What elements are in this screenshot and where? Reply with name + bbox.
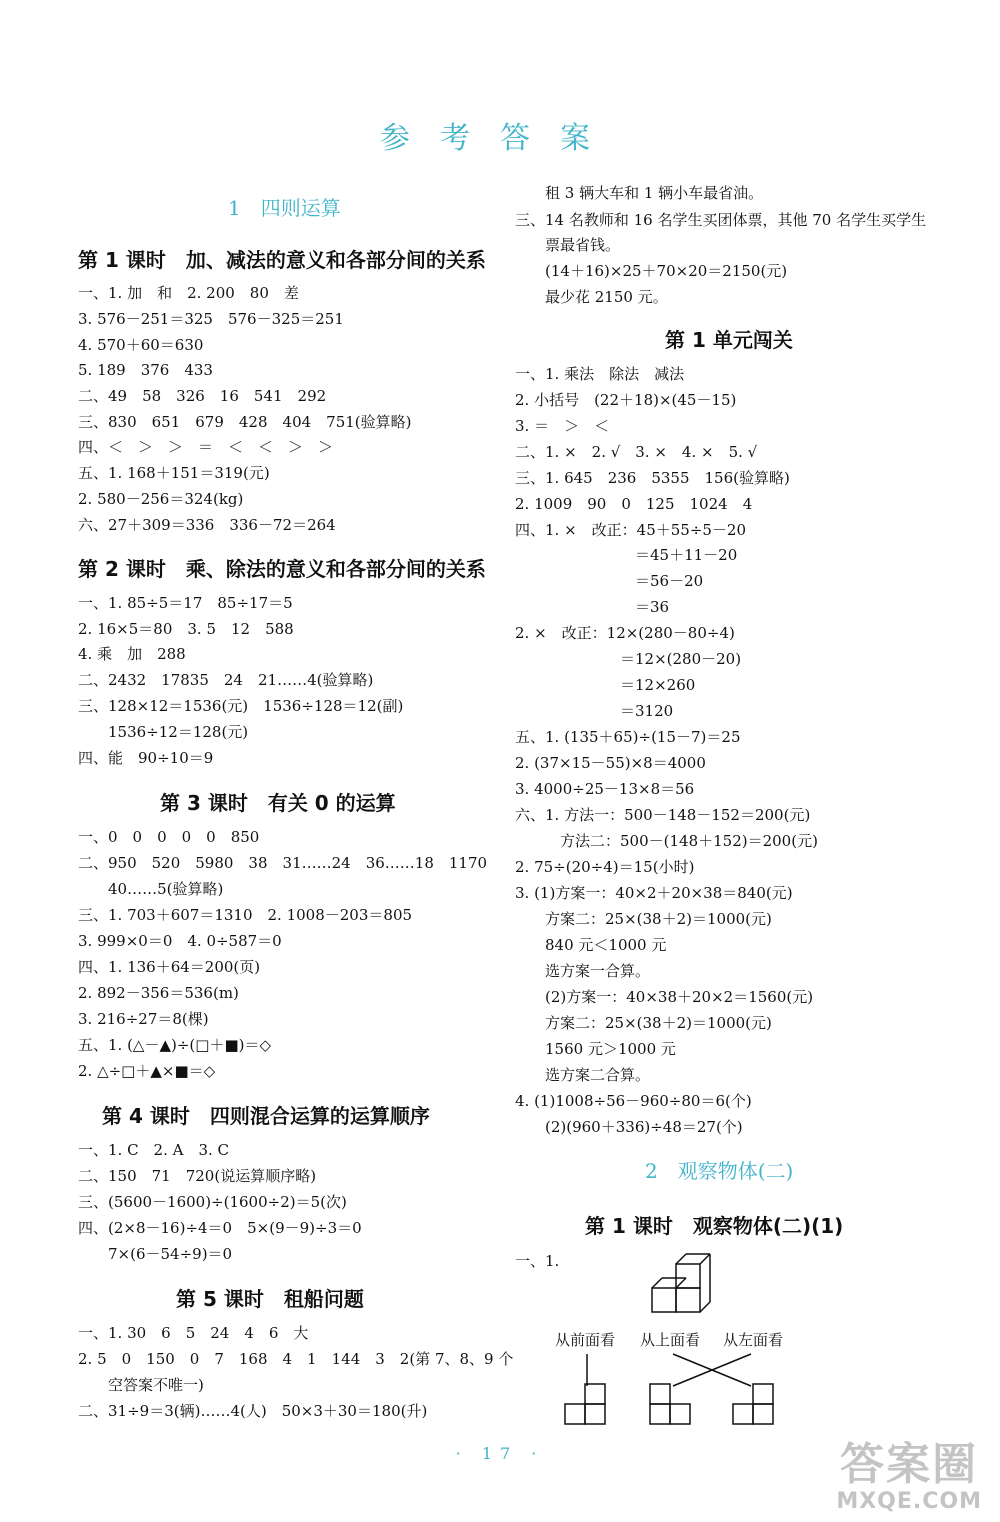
watermark [836,1441,982,1514]
answer-line: 租 3 辆大车和 1 辆小车最省油。 [515,184,764,202]
answer-line: 三、14 名教师和 16 名学生买团体票，其他 70 名学生买学生 [515,211,927,229]
answer-line: 840 元＜1000 元 [515,936,667,954]
answer-line: 2. (37×15－55)×8＝4000 [515,754,706,772]
answer-line: 4. 乘 加 288 [78,645,186,663]
answer-line: 方案二：25×(38＋2)＝1000(元) [515,1014,772,1032]
answer-line: 六、1. 方法一：500－148－152＝200(元) [515,806,811,824]
answer-line: 三、830 651 679 428 404 751(验算略) [78,413,412,431]
cube-stack-drawing [652,1254,710,1312]
answer-line: 一、1. C 2. A 3. C [78,1141,230,1159]
answer-line: 四、(2×8－16)÷4＝0 5×(9－9)÷3＝0 [78,1219,362,1237]
answer-line: 2. × 改正：12×(280－80÷4) [515,624,735,642]
answer-line: 票最省钱。 [515,236,621,254]
answer-line: 2. 5 0 150 0 7 168 4 1 144 3 2(第 7、8、9 个 [78,1350,514,1368]
answer-line: ＝12×260 [515,676,696,694]
answer-line: 一、1. 85÷5＝17 85÷17＝5 [78,594,293,612]
answer-line: 3. ＝ ＞ ＜ [515,417,610,435]
answer-line: 选方案二合算。 [515,1066,651,1084]
answer-line: 4. (1)1008÷56－960÷80＝6(个) [515,1092,752,1110]
answer-line: 空答案不唯一) [78,1376,204,1394]
answer-line: 二、950 520 5980 38 31……24 36……18 1170 [78,854,488,872]
answer-line: 方案二：25×(38＋2)＝1000(元) [515,910,772,928]
answer-line: 四、1. × 改正：45＋55÷5－20 [515,521,747,539]
answer-line: 二、31÷9＝3(辆)……4(人) 50×3＋30＝180(升) [78,1402,428,1420]
answer-line: (2)(960＋336)÷48＝27(个) [515,1118,743,1136]
lesson-3-title: 第 3 课时 有关 0 的运算 [160,791,396,815]
answer-line: 3. (1)方案一：40×2＋20×38＝840(元) [515,884,793,902]
answer-line: ＝12×(280－20) [515,650,742,668]
answer-line: 一、0 0 0 0 0 850 [78,828,260,846]
answer-line: 2. 75÷(20÷4)＝15(小时) [515,858,695,876]
view-shape-top [650,1384,690,1424]
answer-line: 一、1. 乘法 除法 减法 [515,365,685,383]
answer-line: 五、1. 168＋151＝319(元) [78,464,270,482]
answer-line: 三、128×12＝1536(元) 1536÷128＝12(副) [78,697,404,715]
answer-line: ＝36 [515,598,670,616]
answer-line: 一、1. 加 和 2. 200 80 差 [78,284,299,302]
answer-line: 二、2432 17835 24 21……4(验算略) [78,671,374,689]
watermark-text: 答案圈 [840,1439,979,1490]
unit-2-lesson-1-title: 第 1 课时 观察物体(二)(1) [585,1214,844,1238]
answer-line: 3. 576－251＝325 576－325＝251 [78,310,344,328]
answer-line: 3. 999×0＝0 4. 0÷587＝0 [78,932,282,950]
answer-line: 2. 16×5＝80 3. 5 12 588 [78,620,294,638]
answer-line: 最少花 2150 元。 [515,288,668,306]
lesson-5-title: 第 5 课时 租船问题 [176,1287,364,1311]
answer-line: 二、49 58 326 16 541 292 [78,387,327,405]
answer-line: 2. 小括号 (22＋18)×(45－15) [515,391,737,409]
lesson-1-title: 第 1 课时 加、减法的意义和各部分间的关系 [78,248,486,272]
answer-line: 四、＜ ＞ ＞ ＝ ＜ ＜ ＞ ＞ [78,438,334,456]
view-shape-left [733,1384,773,1424]
answer-line: 六、27＋309＝336 336－72＝264 [78,516,336,534]
answer-line: (2)方案一：40×38＋20×2＝1560(元) [515,988,814,1006]
answer-line: 3. 4000÷25－13×8＝56 [515,780,695,798]
answer-line: 1536÷12＝128(元) [78,723,249,741]
view-label-front: 从前面看 [555,1331,616,1349]
answer-line: 三、1. 645 236 5355 156(验算略) [515,469,790,487]
answer-line: ＝45＋11－20 [515,546,738,564]
answer-line: 三、(5600－1600)÷(1600÷2)＝5(次) [78,1193,347,1211]
view-shape-front [565,1384,605,1424]
question-label: 一、1. [515,1252,560,1270]
answer-line: (14＋16)×25＋70×20＝2150(元) [515,262,788,280]
answer-line: 选方案一合算。 [515,962,651,980]
answer-line: 四、1. 136＋64＝200(页) [78,958,261,976]
answer-line: 二、150 71 720(说运算顺序略) [78,1167,317,1185]
lesson-2-title: 第 2 课时 乘、除法的意义和各部分间的关系 [78,557,486,581]
answer-line: 3. 216÷27＝8(棵) [78,1010,209,1028]
answer-line: ＝56－20 [515,572,704,590]
matching-lines [587,1354,751,1386]
answer-line: 4. 570＋60＝630 [78,336,204,354]
answer-line: 五、1. (135＋65)÷(15－7)＝25 [515,728,741,746]
answer-line: 二、1. × 2. √ 3. × 4. × 5. √ [515,443,758,461]
answer-line: ＝3120 [515,702,674,720]
watermark-url: MXQE.COM [836,1489,982,1514]
page-title: 参考答案 [380,121,620,156]
view-label-top: 从上面看 [640,1331,701,1349]
unit-1-review-title: 第 1 单元闯关 [665,328,793,352]
unit-1-title: 1 四则运算 [228,196,341,220]
answer-line: 四、能 90÷10＝9 [78,749,214,767]
unit-2-title: 2 观察物体(二) [645,1159,794,1183]
answer-line: 2. 892－356＝536(m) [78,984,239,1002]
view-label-left: 从左面看 [723,1331,784,1349]
answer-line: 5. 189 376 433 [78,361,213,379]
answer-line: 五、1. (△－▲)÷(□＋■)＝◇ [78,1036,272,1054]
lesson-4-title: 第 4 课时 四则混合运算的运算顺序 [102,1104,430,1128]
page-number: · 17 · [455,1444,545,1463]
answer-line: 7×(6－54÷9)＝0 [78,1245,233,1263]
answer-line: 一、1. 30 6 5 24 4 6 大 [78,1324,309,1342]
answer-line: 方法二：500－(148＋152)＝200(元) [515,832,818,850]
answer-line: 2. 1009 90 0 125 1024 4 [515,495,753,513]
answer-line: 1560 元＞1000 元 [515,1040,676,1058]
answer-line: 三、1. 703＋607＝1310 2. 1008－203＝805 [78,906,413,924]
answer-line: 2. 580－256＝324(kg) [78,490,244,508]
answer-line: 40……5(验算略) [78,880,224,898]
answer-line: 2. △÷□＋▲×■＝◇ [78,1062,216,1080]
